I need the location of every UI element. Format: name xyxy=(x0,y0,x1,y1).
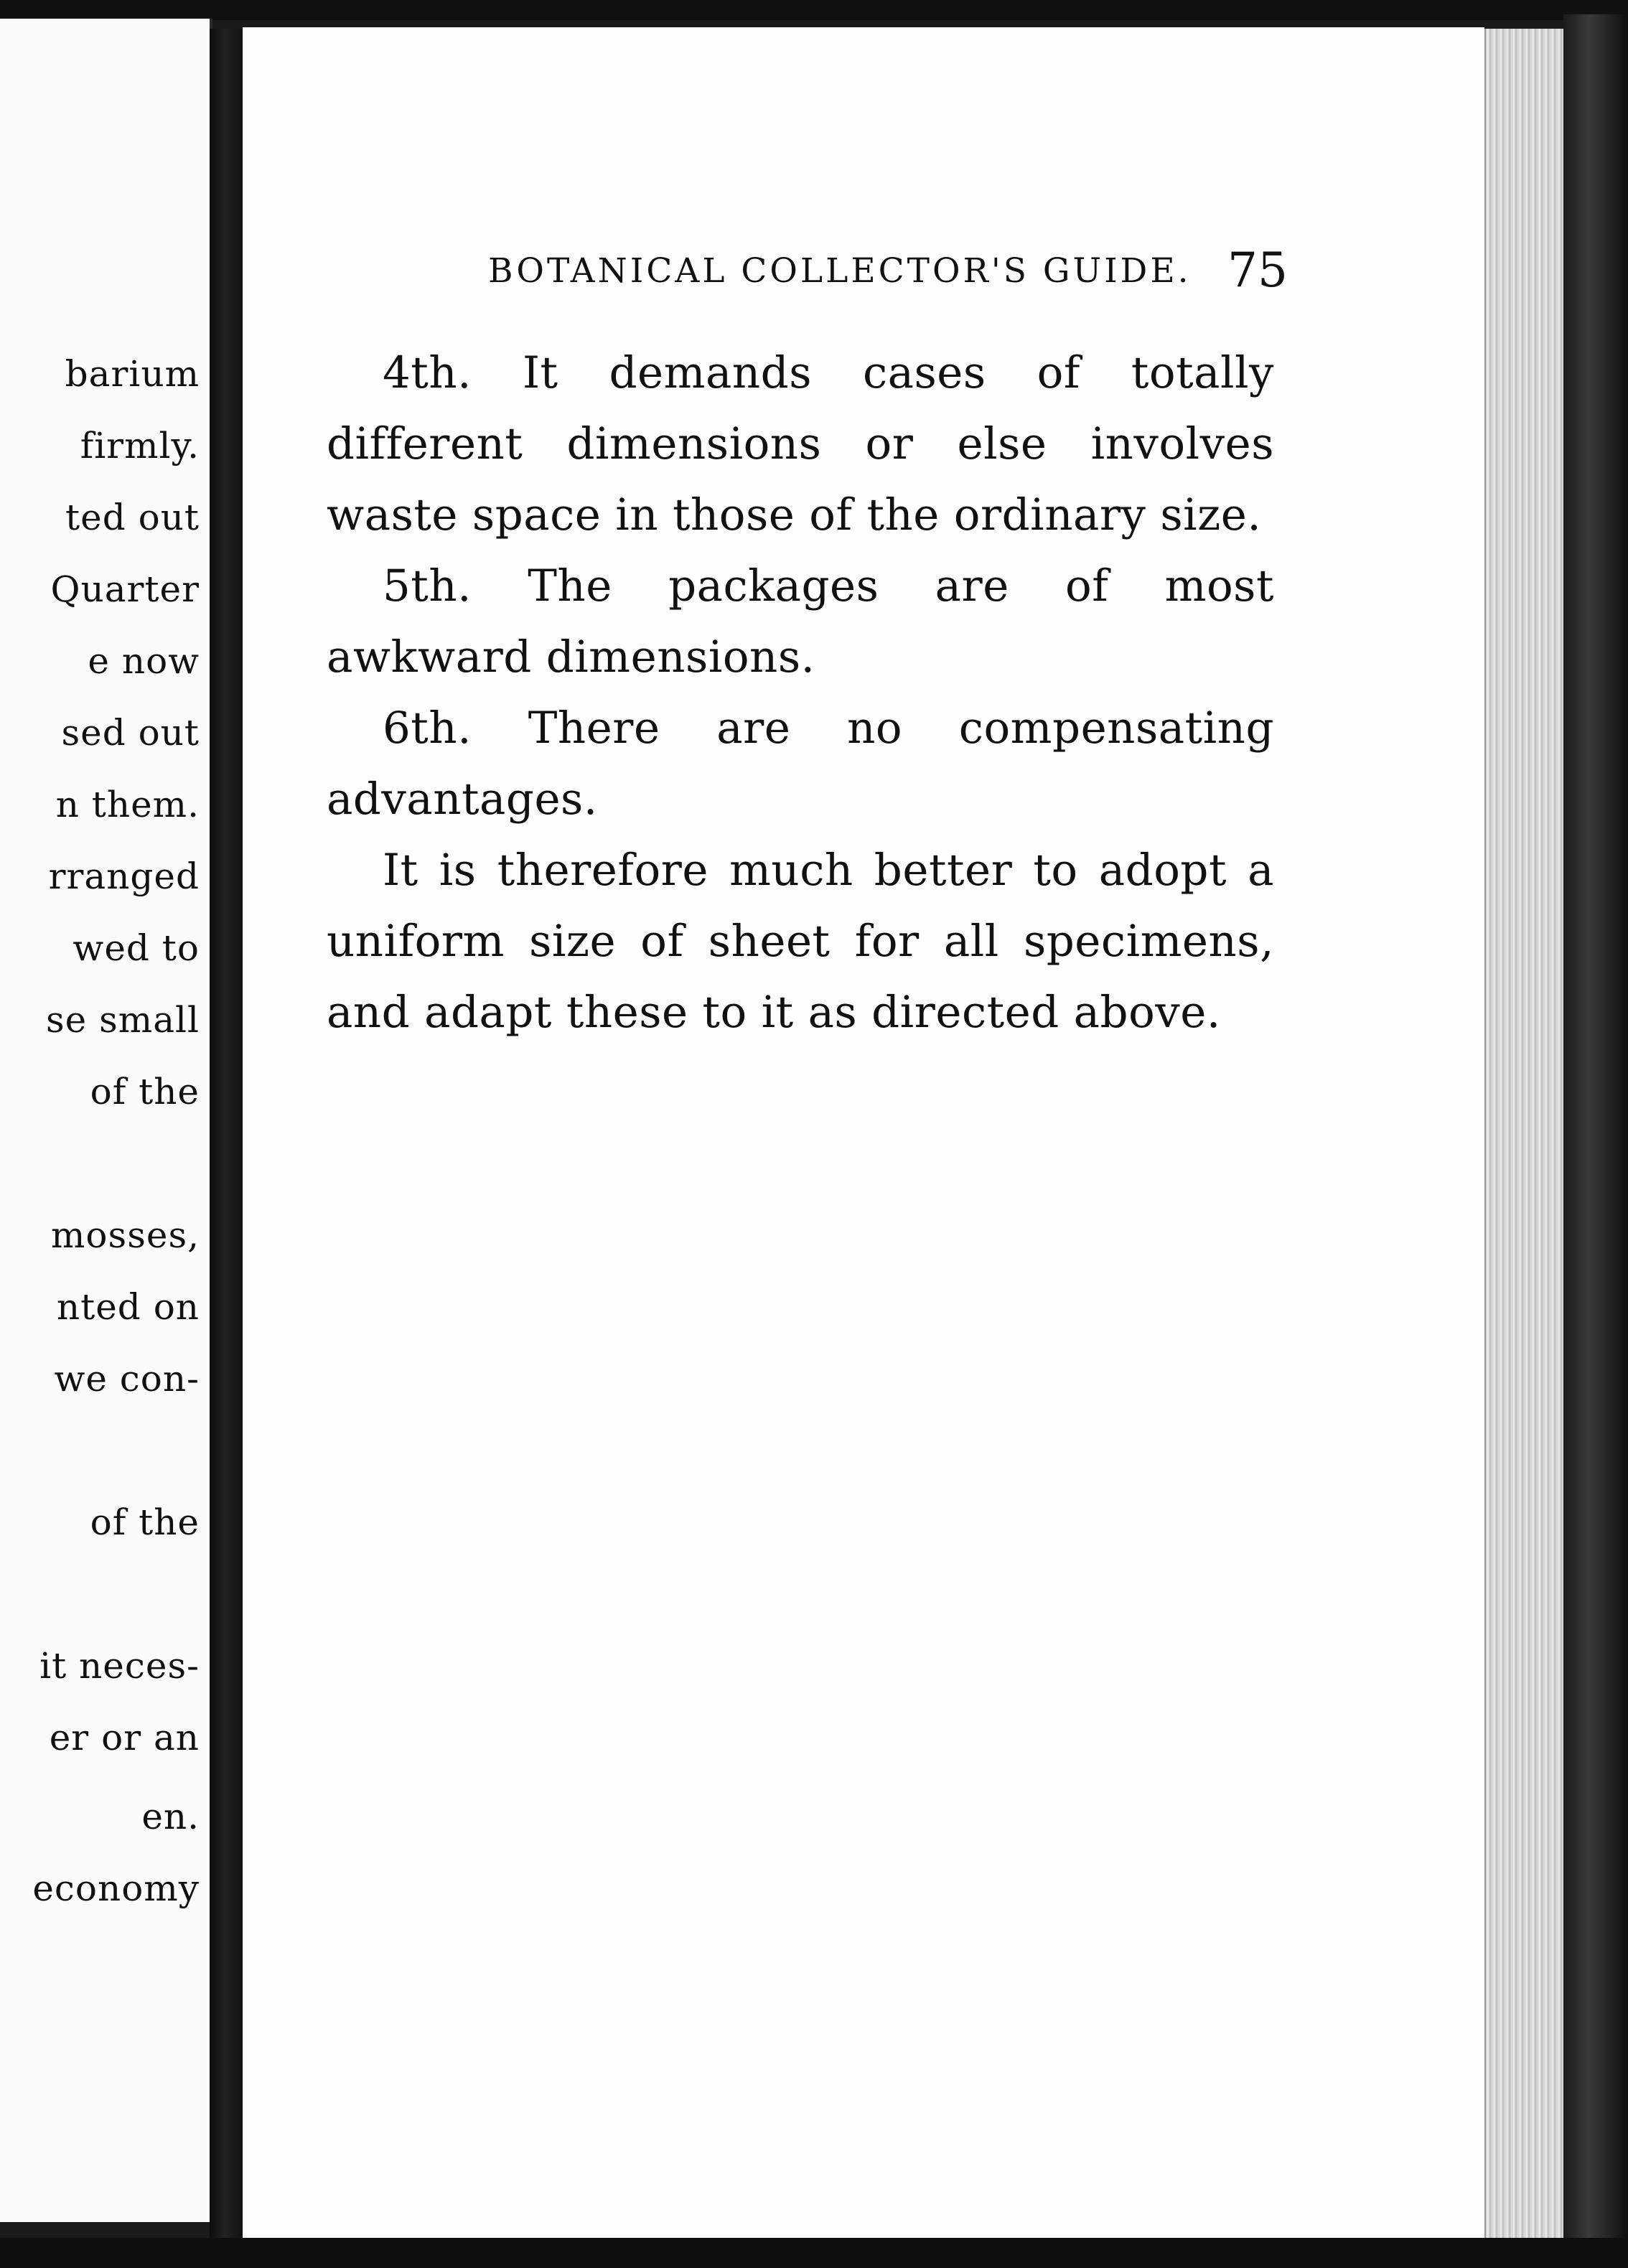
page-number: 75 xyxy=(1227,243,1288,298)
left-page-line: rranged xyxy=(48,856,200,897)
left-page-line: economy xyxy=(32,1868,200,1909)
left-page-line: of the xyxy=(90,1501,200,1543)
left-page-line: er or an xyxy=(49,1717,200,1758)
paragraph: It is therefore much better to adopt a uniform size of sheet for all specimens, and adapt these to it as directed above. xyxy=(327,845,1274,1038)
left-page-line: ted out xyxy=(65,497,200,538)
page-body xyxy=(327,337,1274,1048)
left-page-line: of the xyxy=(90,1071,200,1112)
left-page-line: Quarter xyxy=(50,568,200,610)
running-head: BOTANICAL COLLECTOR'S GUIDE. xyxy=(488,251,1192,291)
left-page-line: it neces- xyxy=(39,1645,200,1687)
left-page-line: nted on xyxy=(56,1286,200,1328)
scan-top-border xyxy=(0,0,1628,20)
left-page-line: sed out xyxy=(61,712,200,754)
left-page-line: we con- xyxy=(54,1358,200,1400)
book-cover-edge xyxy=(1563,14,1628,2268)
paragraph: 5th. The packages are of most awkward dimensions. xyxy=(327,561,1274,683)
left-page-line: mosses, xyxy=(51,1214,200,1256)
paragraph: 6th. There are no compensating advantages. xyxy=(327,703,1274,825)
scan-bottom-border xyxy=(0,2238,1628,2268)
left-page-line: e now xyxy=(88,640,200,682)
left-page-line: en. xyxy=(141,1796,200,1837)
page-edges xyxy=(1484,29,1565,2239)
left-page-line: n them. xyxy=(55,784,200,825)
left-page-line: barium xyxy=(65,353,200,395)
paragraph: 4th. It demands cases of totally different dimensions or else involves waste space in those of the ordinary size. xyxy=(327,347,1274,540)
left-page-line: se small xyxy=(45,999,200,1041)
book-gutter xyxy=(210,29,243,2239)
left-page-line: firmly. xyxy=(80,425,200,467)
left-page xyxy=(0,19,212,2222)
left-page-line: wed to xyxy=(72,927,200,969)
